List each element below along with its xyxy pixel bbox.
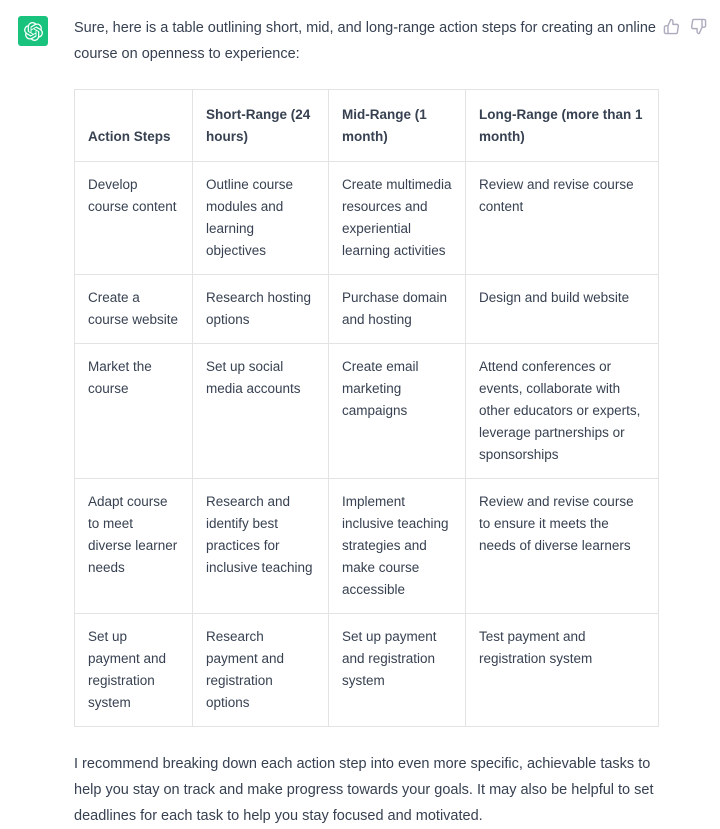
table-cell: Create multimedia resources and experiential learning activities — [329, 162, 466, 275]
table-header-row — [75, 90, 659, 162]
table-cell: Create email marketing campaigns — [329, 344, 466, 479]
table-cell: Set up social media accounts — [193, 344, 329, 479]
table-cell: Purchase domain and hosting — [329, 275, 466, 344]
thumbs-down-icon[interactable] — [690, 18, 707, 35]
thumbs-up-icon[interactable] — [663, 18, 680, 35]
table-row — [75, 162, 659, 275]
intro-paragraph: Sure, here is a table outlining short, mid, and long-range action steps for creating an online course on openness to experience: — [74, 20, 656, 62]
table-row — [75, 275, 659, 344]
message-content — [48, 14, 663, 829]
table-cell: Outline course modules and learning objectives — [193, 162, 329, 275]
table-cell: Research hosting options — [193, 275, 329, 344]
table-cell: Create a course website — [75, 275, 193, 344]
table-row — [75, 614, 659, 727]
table-cell: Adapt course to meet diverse learner needs — [75, 479, 193, 614]
table-row — [75, 344, 659, 479]
table-cell: Attend conferences or events, collaborate with other educators or experts, leverage partnerships or sponsorships — [466, 344, 659, 479]
table-cell: Set up payment and registration system — [75, 614, 193, 727]
action-steps-table — [74, 89, 659, 727]
table-cell: Design and build website — [466, 275, 659, 344]
table-cell: Review and revise course content — [466, 162, 659, 275]
table-cell: Research and identify best practices for inclusive teaching — [193, 479, 329, 614]
table-cell: Market the course — [75, 344, 193, 479]
assistant-avatar — [18, 16, 48, 46]
table-cell: Set up payment and registration system — [329, 614, 466, 727]
closing-paragraph: I recommend breaking down each action step into even more specific, achievable tasks to help you stay on track and make progress towards your goals. It may also be helpful to set deadlines for each task to help you stay focused and motivated. — [74, 756, 654, 824]
table-row — [75, 479, 659, 614]
table-header-cell: Mid-Range (1 month) — [329, 90, 466, 162]
table-cell: Develop course content — [75, 162, 193, 275]
table-header-cell: Short-Range (24 hours) — [193, 90, 329, 162]
table-header-cell: Action Steps — [75, 90, 193, 162]
table-cell: Test payment and registration system — [466, 614, 659, 727]
message-actions — [663, 18, 711, 35]
table-header-cell: Long-Range (more than 1 month) — [466, 90, 659, 162]
table-cell: Research payment and registration options — [193, 614, 329, 727]
table-cell: Implement inclusive teaching strategies and make course accessible — [329, 479, 466, 614]
table-cell: Review and revise course to ensure it meets the needs of diverse learners — [466, 479, 659, 614]
openai-logo-icon — [24, 22, 43, 41]
